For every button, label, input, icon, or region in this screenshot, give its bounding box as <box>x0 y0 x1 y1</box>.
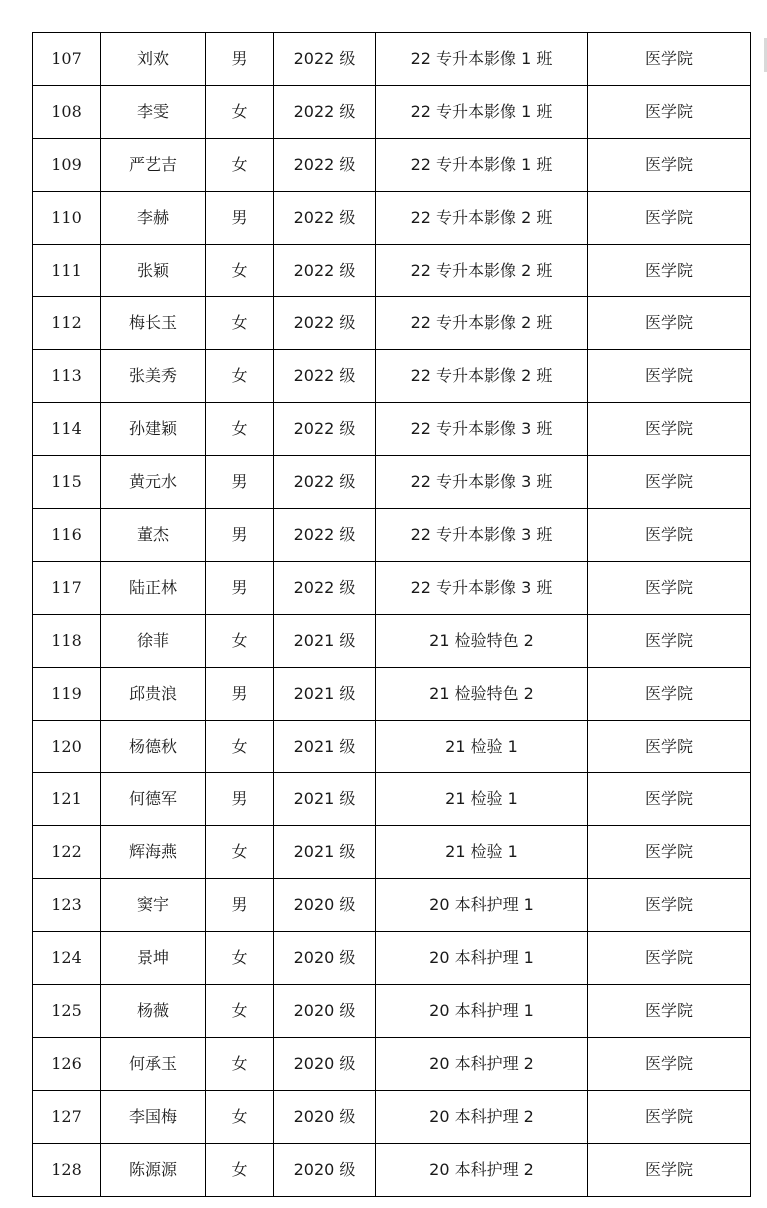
class-cell: 21 检验特色 2 <box>376 614 588 667</box>
grade-cell: 2021 级 <box>274 720 376 773</box>
row-number-cell: 116 <box>33 509 101 562</box>
class-cell: 22 专升本影像 3 班 <box>376 456 588 509</box>
class-cell: 22 专升本影像 3 班 <box>376 403 588 456</box>
grade-cell: 2020 级 <box>274 879 376 932</box>
row-number-cell: 117 <box>33 561 101 614</box>
class-cell: 20 本科护理 1 <box>376 932 588 985</box>
gender-cell: 女 <box>206 985 274 1038</box>
table-row <box>33 244 751 297</box>
college-cell: 医学院 <box>588 1143 751 1196</box>
gender-cell: 女 <box>206 1143 274 1196</box>
class-cell: 20 本科护理 2 <box>376 1090 588 1143</box>
class-cell: 21 检验特色 2 <box>376 667 588 720</box>
class-cell: 20 本科护理 1 <box>376 985 588 1038</box>
table-row <box>33 403 751 456</box>
row-number-cell: 113 <box>33 350 101 403</box>
class-cell: 22 专升本影像 1 班 <box>376 33 588 86</box>
grade-cell: 2021 级 <box>274 826 376 879</box>
gender-cell: 女 <box>206 614 274 667</box>
table-row <box>33 826 751 879</box>
grade-cell: 2022 级 <box>274 85 376 138</box>
row-number-cell: 107 <box>33 33 101 86</box>
gender-cell: 男 <box>206 667 274 720</box>
student-name-cell: 陆正林 <box>101 561 206 614</box>
row-number-cell: 127 <box>33 1090 101 1143</box>
student-name-cell: 黄元水 <box>101 456 206 509</box>
gender-cell: 女 <box>206 138 274 191</box>
grade-cell: 2022 级 <box>274 561 376 614</box>
table-row <box>33 720 751 773</box>
class-cell: 22 专升本影像 1 班 <box>376 138 588 191</box>
student-name-cell: 何承玉 <box>101 1037 206 1090</box>
roster-body <box>33 33 751 1197</box>
row-number-cell: 128 <box>33 1143 101 1196</box>
gender-cell: 女 <box>206 297 274 350</box>
table-row <box>33 773 751 826</box>
table-row <box>33 614 751 667</box>
student-name-cell: 孙建颖 <box>101 403 206 456</box>
grade-cell: 2022 级 <box>274 33 376 86</box>
college-cell: 医学院 <box>588 561 751 614</box>
student-name-cell: 杨德秋 <box>101 720 206 773</box>
grade-cell: 2022 级 <box>274 403 376 456</box>
row-number-cell: 123 <box>33 879 101 932</box>
gender-cell: 女 <box>206 403 274 456</box>
class-cell: 22 专升本影像 3 班 <box>376 509 588 562</box>
college-cell: 医学院 <box>588 297 751 350</box>
grade-cell: 2022 级 <box>274 244 376 297</box>
grade-cell: 2022 级 <box>274 297 376 350</box>
grade-cell: 2022 级 <box>274 138 376 191</box>
grade-cell: 2022 级 <box>274 191 376 244</box>
student-name-cell: 梅长玉 <box>101 297 206 350</box>
gender-cell: 女 <box>206 350 274 403</box>
student-name-cell: 陈源源 <box>101 1143 206 1196</box>
table-row <box>33 561 751 614</box>
row-number-cell: 120 <box>33 720 101 773</box>
college-cell: 医学院 <box>588 350 751 403</box>
college-cell: 医学院 <box>588 138 751 191</box>
table-row <box>33 1090 751 1143</box>
table-row <box>33 1037 751 1090</box>
student-name-cell: 杨薇 <box>101 985 206 1038</box>
college-cell: 医学院 <box>588 826 751 879</box>
row-number-cell: 112 <box>33 297 101 350</box>
student-name-cell: 徐菲 <box>101 614 206 667</box>
student-name-cell: 张颖 <box>101 244 206 297</box>
student-name-cell: 景坤 <box>101 932 206 985</box>
student-name-cell: 窦宇 <box>101 879 206 932</box>
college-cell: 医学院 <box>588 614 751 667</box>
class-cell: 20 本科护理 2 <box>376 1143 588 1196</box>
grade-cell: 2022 级 <box>274 509 376 562</box>
class-cell: 22 专升本影像 2 班 <box>376 297 588 350</box>
class-cell: 22 专升本影像 2 班 <box>376 191 588 244</box>
table-row <box>33 667 751 720</box>
student-name-cell: 邱贵浪 <box>101 667 206 720</box>
grade-cell: 2021 级 <box>274 773 376 826</box>
student-name-cell: 李雯 <box>101 85 206 138</box>
table-row <box>33 191 751 244</box>
college-cell: 医学院 <box>588 403 751 456</box>
student-name-cell: 李赫 <box>101 191 206 244</box>
grade-cell: 2020 级 <box>274 1090 376 1143</box>
gender-cell: 男 <box>206 33 274 86</box>
class-cell: 22 专升本影像 3 班 <box>376 561 588 614</box>
row-number-cell: 110 <box>33 191 101 244</box>
student-roster-table <box>32 32 751 1197</box>
college-cell: 医学院 <box>588 985 751 1038</box>
student-name-cell: 辉海燕 <box>101 826 206 879</box>
student-name-cell: 何德军 <box>101 773 206 826</box>
grade-cell: 2022 级 <box>274 456 376 509</box>
college-cell: 医学院 <box>588 1090 751 1143</box>
grade-cell: 2022 级 <box>274 350 376 403</box>
class-cell: 21 检验 1 <box>376 720 588 773</box>
grade-cell: 2021 级 <box>274 614 376 667</box>
gender-cell: 男 <box>206 773 274 826</box>
student-name-cell: 董杰 <box>101 509 206 562</box>
table-row <box>33 350 751 403</box>
grade-cell: 2021 级 <box>274 667 376 720</box>
gender-cell: 男 <box>206 561 274 614</box>
gender-cell: 男 <box>206 191 274 244</box>
row-number-cell: 109 <box>33 138 101 191</box>
table-row <box>33 456 751 509</box>
student-name-cell: 刘欢 <box>101 33 206 86</box>
class-cell: 20 本科护理 1 <box>376 879 588 932</box>
gender-cell: 女 <box>206 720 274 773</box>
table-row <box>33 985 751 1038</box>
table-row <box>33 85 751 138</box>
grade-cell: 2020 级 <box>274 985 376 1038</box>
college-cell: 医学院 <box>588 879 751 932</box>
college-cell: 医学院 <box>588 456 751 509</box>
row-number-cell: 111 <box>33 244 101 297</box>
student-name-cell: 张美秀 <box>101 350 206 403</box>
row-number-cell: 124 <box>33 932 101 985</box>
table-row <box>33 33 751 86</box>
gender-cell: 男 <box>206 509 274 562</box>
college-cell: 医学院 <box>588 720 751 773</box>
student-name-cell: 严艺吉 <box>101 138 206 191</box>
gender-cell: 女 <box>206 85 274 138</box>
class-cell: 22 专升本影像 1 班 <box>376 85 588 138</box>
table-row <box>33 138 751 191</box>
gender-cell: 女 <box>206 1090 274 1143</box>
class-cell: 20 本科护理 2 <box>376 1037 588 1090</box>
table-row <box>33 932 751 985</box>
row-number-cell: 108 <box>33 85 101 138</box>
college-cell: 医学院 <box>588 932 751 985</box>
row-number-cell: 126 <box>33 1037 101 1090</box>
college-cell: 医学院 <box>588 244 751 297</box>
table-row <box>33 509 751 562</box>
class-cell: 21 检验 1 <box>376 826 588 879</box>
row-number-cell: 119 <box>33 667 101 720</box>
college-cell: 医学院 <box>588 509 751 562</box>
row-number-cell: 122 <box>33 826 101 879</box>
college-cell: 医学院 <box>588 1037 751 1090</box>
table-row <box>33 879 751 932</box>
row-number-cell: 125 <box>33 985 101 1038</box>
gender-cell: 女 <box>206 826 274 879</box>
grade-cell: 2020 级 <box>274 932 376 985</box>
row-number-cell: 114 <box>33 403 101 456</box>
row-number-cell: 121 <box>33 773 101 826</box>
row-number-cell: 115 <box>33 456 101 509</box>
grade-cell: 2020 级 <box>274 1143 376 1196</box>
table-row <box>33 1143 751 1196</box>
grade-cell: 2020 级 <box>274 1037 376 1090</box>
table-row <box>33 297 751 350</box>
class-cell: 22 专升本影像 2 班 <box>376 244 588 297</box>
college-cell: 医学院 <box>588 85 751 138</box>
student-name-cell: 李国梅 <box>101 1090 206 1143</box>
gender-cell: 男 <box>206 879 274 932</box>
row-number-cell: 118 <box>33 614 101 667</box>
class-cell: 21 检验 1 <box>376 773 588 826</box>
gender-cell: 女 <box>206 244 274 297</box>
college-cell: 医学院 <box>588 773 751 826</box>
college-cell: 医学院 <box>588 33 751 86</box>
gender-cell: 女 <box>206 1037 274 1090</box>
gender-cell: 女 <box>206 932 274 985</box>
college-cell: 医学院 <box>588 667 751 720</box>
gender-cell: 男 <box>206 456 274 509</box>
class-cell: 22 专升本影像 2 班 <box>376 350 588 403</box>
college-cell: 医学院 <box>588 191 751 244</box>
